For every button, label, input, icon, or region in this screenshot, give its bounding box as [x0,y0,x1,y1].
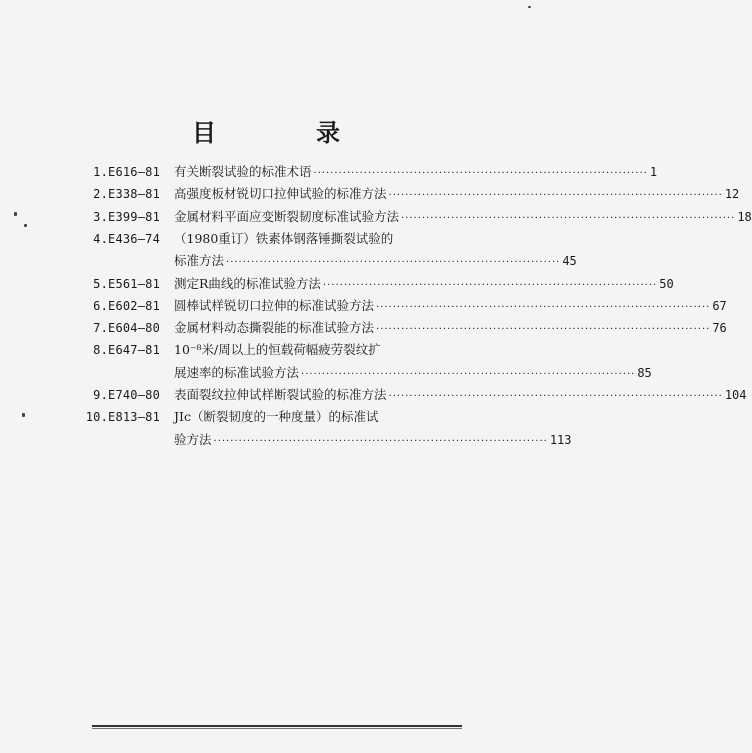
toc-entry-number: 6.E602—81 [93,298,160,313]
toc-entry-title: 金属材料动态撕裂能的标准试验方法 [174,320,375,336]
toc-entry-title: 有关断裂试验的标准术语 [174,164,312,179]
toc-leader-dots: ················································································ [313,168,648,179]
toc-entry-number: 2.E338—81 [93,187,160,202]
toc-entry-text [174,251,577,273]
toc-leader-dots: ················································································ [388,190,723,202]
toc-entry-number: 3.E399—81 [93,209,160,224]
scan-speck [22,413,25,417]
toc-entry-title: 金属材料平面应变断裂韧度标准试验方法 [174,208,400,224]
toc-leader-dots: ················································································ [376,301,711,313]
scan-speck [24,224,27,227]
toc-page-number: 85 [637,365,652,380]
toc-entry-title: 10⁻⁸米/周以上的恒载荷幅疲劳裂纹扩 [174,342,381,358]
toc-entry-title: 展速率的标准试验方法 [174,364,300,380]
toc-entry-number: 4.E436—74 [93,231,160,246]
toc-leader-dots: ················································································ [388,391,723,402]
toc-leader-dots: ················································································ [301,368,636,380]
page-title [0,118,539,148]
toc-page-number: 50 [659,276,674,291]
toc-entry-text [174,274,674,296]
toc-line [0,207,752,227]
toc-page-number: 45 [562,254,577,269]
toc-entry-number: 8.E647—81 [93,343,160,358]
toc-leader-dots: ················································································ [322,279,658,291]
toc-leader-dots: ················································································ [213,435,548,447]
toc-entry-number: 10.E813—81 [85,410,160,425]
scan-speck [528,6,531,8]
toc-entry-text [174,296,727,318]
toc-line [0,407,539,427]
toc-leader-dots: ················································································ [376,324,711,336]
toc-line [0,430,572,450]
toc-entry-title: JIc（断裂韧度的一种度量）的标准试 [174,409,379,425]
toc-page-number: 18 [737,209,752,224]
toc-entry-text [174,207,752,229]
title-char-right: 录 [316,118,340,147]
toc-entry-number: 7.E604—80 [93,321,160,336]
toc-entry-number: 5.E561—81 [93,276,160,291]
toc-line [0,274,674,294]
toc-entry-text [174,162,658,184]
toc-leader-dots: ················································································ [401,212,736,224]
toc-entry-text [174,407,460,427]
bottom-rule [92,725,462,727]
toc-line [0,184,740,204]
toc-entry-text [174,363,652,385]
toc-entry-title: 高强度板材锐切口拉伸试验的标准方法 [174,186,387,202]
toc-line [0,296,727,316]
toc-entry-text [174,340,460,360]
toc-page-number: 1 [649,165,658,179]
toc-entry-number: 9.E740—80 [93,388,160,402]
toc-entry-title: 圆棒试样锐切口拉伸的标准试验方法 [174,297,375,313]
toc-page-number: 76 [712,321,727,336]
toc-entry-number: 1.E616—81 [93,165,160,179]
toc-line [0,251,577,271]
title-char-left: 目 [192,118,216,147]
toc-entry-text [174,430,572,452]
toc-page-number: 113 [549,432,572,447]
toc-line [0,363,652,383]
toc-entry-text [174,229,460,249]
toc-page-number: 12 [724,187,740,202]
toc-entry-title: 标准方法 [174,253,225,269]
toc-entry-title: 测定R曲线的标准试验方法 [174,275,321,291]
toc-line [0,229,539,249]
toc-line [0,162,658,182]
scan-speck [14,212,17,216]
toc-line [0,385,747,405]
toc-entry-title: 表面裂纹拉伸试样断裂试验的标准方法 [174,387,387,402]
bottom-rule-thin [92,728,462,729]
toc-line [0,318,727,338]
toc-page-number: 67 [712,298,727,313]
toc-entry-text [174,184,740,206]
toc-entry-text [174,318,727,340]
toc-entry-title: 验方法 [174,431,212,447]
toc-entry-text [174,385,747,407]
toc-entry-title: （1980重订）铁素体钢落锤撕裂试验的 [174,230,394,246]
toc-line [0,340,539,360]
toc-leader-dots: ················································································ [226,257,561,269]
toc-page-number: 104 [724,388,747,402]
